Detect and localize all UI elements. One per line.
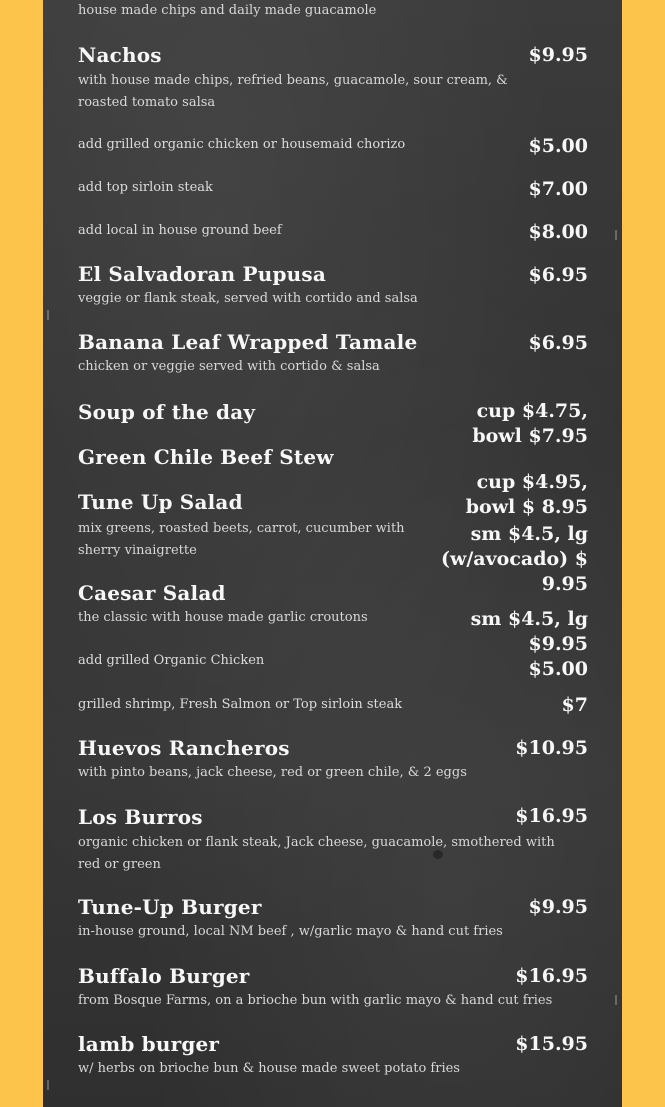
addon-price: $7.00 xyxy=(528,178,588,200)
price-line: bowl $7.95 xyxy=(472,425,588,447)
item-price-buffalo: $16.95 xyxy=(515,965,588,987)
item-name-caesar: Caesar Salad xyxy=(78,581,226,605)
price-line: cup $4.95, xyxy=(476,471,588,493)
addon-label: add local in house ground beef xyxy=(78,223,282,238)
item-description-lamb: w/ herbs on brioche bun & house made sweet potato fries xyxy=(78,1061,460,1076)
item-name-burros: Los Burros xyxy=(78,805,203,829)
chalk-mark xyxy=(615,230,617,240)
chalkboard-menu xyxy=(43,0,622,1107)
item-name-tuneup-salad: Tune Up Salad xyxy=(78,490,243,514)
addon-price: $8.00 xyxy=(528,221,588,243)
chalk-mark xyxy=(615,995,617,1005)
item-description-tuneup-salad: mix greens, roasted beets, carrot, cucumber with sherry vinaigrette xyxy=(78,521,405,558)
item-price-nachos: $9.95 xyxy=(528,44,588,66)
addon-label: grilled shrimp, Fresh Salmon or Top sirloin steak xyxy=(78,697,403,712)
item-name-tuneup-burger: Tune-Up Burger xyxy=(78,895,262,919)
addon-label: add top sirloin steak xyxy=(78,180,213,195)
item-name-lamb: lamb burger xyxy=(78,1032,220,1056)
item-name-stew: Green Chile Beef Stew xyxy=(78,445,334,469)
addon-price: $5.00 xyxy=(528,658,588,680)
item-description-pupusa: veggie or flank steak, served with cortido and salsa xyxy=(78,291,418,306)
addon-price: $5.00 xyxy=(528,135,588,157)
item-description-huevos: with pinto beans, jack cheese, red or green chile, & 2 eggs xyxy=(78,765,467,780)
item-description-tamale: chicken or veggie served with cortido & salsa xyxy=(78,359,380,374)
price-line: $9.95 xyxy=(528,633,588,655)
item-name-nachos: Nachos xyxy=(78,43,162,67)
item-description-buffalo: from Bosque Farms, on a brioche bun with garlic mayo & hand cut fries xyxy=(78,993,553,1008)
item-description: house made chips and daily made guacamole xyxy=(78,3,377,18)
item-price-tuneup-burger: $9.95 xyxy=(528,896,588,918)
item-price-lamb: $15.95 xyxy=(515,1033,588,1055)
addon-label: add grilled Organic Chicken xyxy=(78,653,265,668)
item-price-caesar xyxy=(388,607,588,657)
price-line: cup $4.75, xyxy=(476,400,588,422)
item-name-soup: Soup of the day xyxy=(78,400,256,424)
addon-price: $7 xyxy=(561,694,588,716)
item-price-huevos: $10.95 xyxy=(515,737,588,759)
item-price-pupusa: $6.95 xyxy=(528,264,588,286)
item-price-soup xyxy=(388,399,588,449)
item-name-tamale: Banana Leaf Wrapped Tamale xyxy=(78,330,418,354)
item-description-tuneup-burger: in-house ground, local NM beef , w/garlic mayo & hand cut fries xyxy=(78,924,503,939)
price-line: sm $4.5, lg xyxy=(470,523,588,545)
price-line: sm $4.5, lg xyxy=(470,608,588,630)
item-description-caesar: the classic with house made garlic croutons xyxy=(78,610,368,625)
item-description-nachos: with house made chips, refried beans, guacamole, sour cream, & roasted tomato salsa xyxy=(78,73,508,110)
item-description-burros: organic chicken or flank steak, Jack cheese, guacamole, smothered with red or green xyxy=(78,835,555,872)
price-line: 9.95 xyxy=(541,573,588,595)
price-line: (w/avocado) $ xyxy=(441,548,588,570)
item-price-tuneup-salad xyxy=(388,522,588,597)
item-price-burros: $16.95 xyxy=(515,805,588,827)
item-price-tamale: $6.95 xyxy=(528,332,588,354)
item-name-pupusa: El Salvadoran Pupusa xyxy=(78,262,327,286)
item-name-huevos: Huevos Rancheros xyxy=(78,736,290,760)
chalk-mark xyxy=(47,1080,49,1090)
item-price-stew xyxy=(388,470,588,520)
chalk-mark xyxy=(47,310,49,320)
addon-label: add grilled organic chicken or housemaid chorizo xyxy=(78,137,406,152)
price-line: bowl $ 8.95 xyxy=(465,496,588,518)
item-name-buffalo: Buffalo Burger xyxy=(78,964,250,988)
